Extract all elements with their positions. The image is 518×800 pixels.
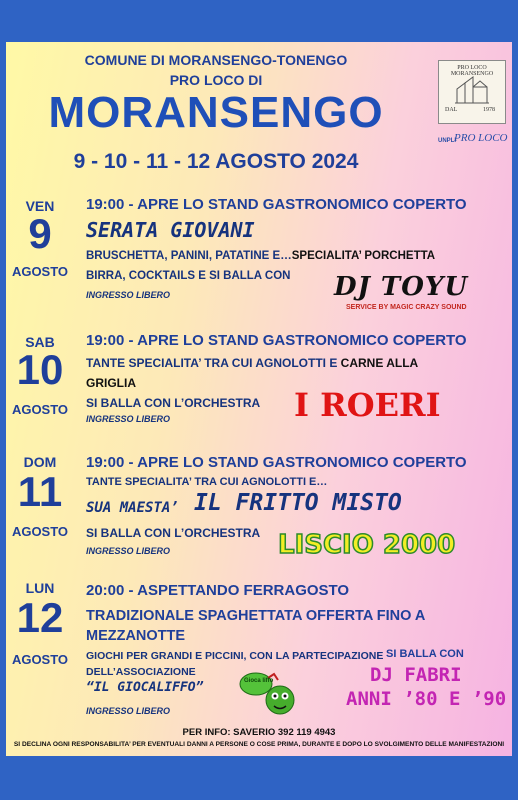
event-4-artist: DJ FABRI	[370, 664, 462, 686]
event-1-ingresso: INGRESSO LIBERO	[86, 290, 171, 300]
event-4-time: 20:00 - ASPETTANDO FERRAGOSTO	[86, 582, 350, 599]
unpli-logo: UNPLI	[438, 138, 456, 144]
event-4-games: GIOCHI PER GRANDI E PICCINI, CON LA PARTECIPAZIONE	[86, 650, 384, 662]
contact-info: PER INFO: SAVERIO 392 119 4943	[182, 727, 336, 738]
event-3-weekday: DOM	[23, 454, 57, 470]
event-1-menu: BRUSCHETTA, PANINI, PATATINE E…SPECIALITA’ PORCHETTA	[86, 250, 436, 262]
mascot-text: Gioca liffo	[244, 678, 274, 684]
event-4-weekday: LUN	[25, 580, 55, 596]
event-3-menu: TANTE SPECIALITA’ TRA CUI AGNOLOTTI E…	[86, 476, 328, 488]
event-4-daynum: 12	[16, 594, 64, 641]
logo-year: 1978	[483, 107, 495, 113]
event-2-weekday: SAB	[25, 334, 55, 350]
event-1-weekday: VEN	[25, 198, 55, 214]
event-4-headline-cont: MEZZANOTTE	[86, 628, 186, 644]
event-3-time: 19:00 - APRE LO STAND GASTRONOMICO COPERTO	[86, 454, 467, 471]
event-2-month: AGOSTO	[11, 402, 69, 417]
event-poster	[6, 42, 512, 756]
event-3-artist: LISCIO 2000	[278, 530, 456, 560]
event-4-association: “IL GIOCALIFFO”	[86, 680, 204, 695]
event-2-artist: I ROERI	[294, 386, 441, 424]
event-4-ingresso: INGRESSO LIBERO	[86, 706, 171, 716]
event-3-ingresso: INGRESSO LIBERO	[86, 546, 171, 556]
event-4-association-label: DELL’ASSOCIAZIONE	[86, 666, 196, 678]
event-1-artist-sub: SERVICE BY MAGIC CRAZY SOUND	[346, 304, 467, 311]
proloco-header: PRO LOCO DI	[169, 72, 263, 88]
poster-title: MORANSENGO	[48, 88, 384, 137]
logo-text: PRO LOCO MORANSENGO	[450, 65, 494, 77]
event-2-ingresso: INGRESSO LIBERO	[86, 414, 171, 424]
event-2-line2: SI BALLA CON L’ORCHESTRA	[86, 396, 261, 410]
church-icon	[453, 73, 491, 105]
event-3-month: AGOSTO	[11, 524, 69, 539]
event-3-name-pre: SUA MAESTA’	[86, 500, 179, 516]
event-3-line2: SI BALLA CON L’ORCHESTRA	[86, 526, 261, 540]
event-2-time: 19:00 - APRE LO STAND GASTRONOMICO COPERTO	[86, 332, 467, 349]
comune-header: COMUNE DI MORANSENGO-TONENGO	[84, 52, 348, 68]
event-2-menu: TANTE SPECIALITA’ TRA CUI AGNOLOTTI E CARNE ALLA	[86, 356, 419, 370]
event-2-menu-cont: GRIGLIA	[86, 376, 136, 390]
event-1-line2: BIRRA, COCKTAILS E SI BALLA CON	[86, 270, 291, 282]
event-3-name: IL FRITTO MISTO	[194, 490, 402, 516]
disclaimer: SI DECLINA OGNI RESPONSABILITA’ PER EVENTUALI DANNI A PERSONE O COSE PRIMA, DURANTE E DOPO LO SVOLGIMENTO DELLE MANIFESTAZIONI	[13, 741, 505, 748]
event-1-daynum: 9	[28, 210, 52, 257]
event-4-headline: TRADIZIONALE SPAGHETTATA OFFERTA FINO A	[86, 608, 426, 624]
event-4-month: AGOSTO	[11, 652, 69, 667]
event-1-time: 19:00 - APRE LO STAND GASTRONOMICO COPERTO	[86, 196, 467, 213]
proloco-mark: PRO LOCO	[454, 132, 508, 144]
giocaliffo-mascot	[234, 670, 306, 720]
event-1-month: AGOSTO	[11, 264, 69, 279]
event-dates: 9 - 10 - 11 - 12 AGOSTO 2024	[73, 150, 359, 173]
proloco-logo	[438, 60, 506, 124]
event-4-balla: SI BALLA CON	[386, 648, 464, 660]
logo-dal: DAL	[445, 107, 458, 113]
event-2-daynum: 10	[16, 346, 64, 393]
event-3-daynum: 11	[17, 468, 63, 515]
event-1-name: SERATA GIOVANI	[86, 218, 255, 242]
event-4-artist-subtitle: ANNI ’80 E ’90	[346, 688, 507, 710]
event-1-artist: DJ TOYU	[334, 272, 469, 302]
